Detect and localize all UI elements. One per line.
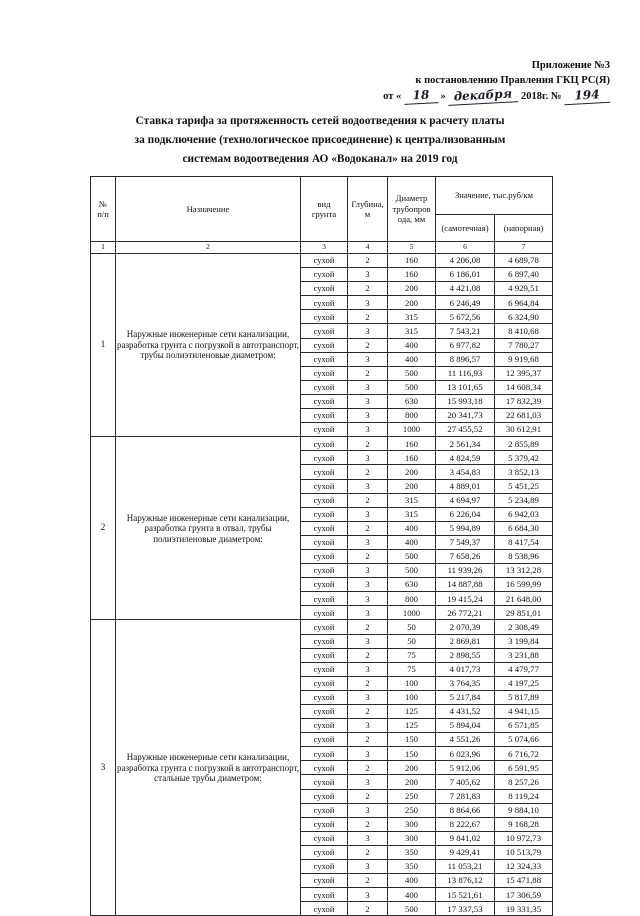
cell-depth: 3: [348, 690, 388, 704]
cell-value-pressure: 13 312,28: [495, 564, 553, 578]
cell-soil-type: сухой: [301, 394, 348, 408]
cell-value-gravity: 17 337,53: [436, 902, 495, 916]
cell-value-pressure: 8 257,26: [495, 775, 553, 789]
handwritten-month: декабря: [448, 86, 519, 106]
cell-depth: 3: [348, 564, 388, 578]
cell-value-pressure: 5 451,25: [495, 479, 553, 493]
cell-soil-type: сухой: [301, 578, 348, 592]
cell-soil-type: сухой: [301, 662, 348, 676]
col-header-pressure: (напорная): [495, 215, 553, 242]
cell-soil-type: сухой: [301, 324, 348, 338]
cell-value-pressure: 6 591,95: [495, 761, 553, 775]
cell-soil-type: сухой: [301, 874, 348, 888]
cell-diameter: 500: [388, 380, 436, 394]
cell-depth: 2: [348, 521, 388, 535]
cell-depth: 2: [348, 254, 388, 268]
cell-soil-type: сухой: [301, 352, 348, 366]
cell-diameter: 350: [388, 860, 436, 874]
tariff-table: [90, 176, 553, 916]
cell-value-gravity: 2 869,81: [436, 634, 495, 648]
cell-value-pressure: 8 119,24: [495, 789, 553, 803]
cell-diameter: 315: [388, 310, 436, 324]
cell-depth: 2: [348, 549, 388, 563]
cell-depth: 3: [348, 634, 388, 648]
cell-value-gravity: 5 217,84: [436, 690, 495, 704]
cell-diameter: 350: [388, 845, 436, 859]
col-header-number: [91, 177, 116, 242]
cell-soil-type: сухой: [301, 733, 348, 747]
cell-depth: 3: [348, 592, 388, 606]
cell-depth: 2: [348, 282, 388, 296]
col-header-diameter: [388, 177, 436, 242]
cell-soil-type: сухой: [301, 592, 348, 606]
date-prefix: от «: [383, 91, 402, 102]
cell-soil-type: сухой: [301, 634, 348, 648]
cell-soil-type: сухой: [301, 296, 348, 310]
document-header: [0, 58, 610, 104]
table-body: [91, 254, 553, 916]
cell-depth: 2: [348, 705, 388, 719]
cell-value-pressure: 19 331,35: [495, 902, 553, 916]
cell-value-pressure: 30 612,91: [495, 423, 553, 437]
cell-depth: 3: [348, 860, 388, 874]
cell-depth: 2: [348, 733, 388, 747]
table-row: [91, 620, 553, 634]
cell-diameter: 400: [388, 521, 436, 535]
table-header-row: [91, 177, 553, 215]
cell-value-pressure: 12 395,37: [495, 366, 553, 380]
cell-diameter: 315: [388, 493, 436, 507]
cell-value-pressure: 14 608,34: [495, 380, 553, 394]
cell-value-gravity: 7 549,37: [436, 535, 495, 549]
cell-value-gravity: 11 116,93: [436, 366, 495, 380]
cell-diameter: 300: [388, 817, 436, 831]
cell-depth: 2: [348, 761, 388, 775]
cell-diameter: 200: [388, 761, 436, 775]
cell-diameter: 200: [388, 775, 436, 789]
cell-value-gravity: 27 455,52: [436, 423, 495, 437]
group-description: Наружные инженерные сети канализации, разработка грунта с погрузкой в автотранспорт, стальные трубы диаметром:: [116, 620, 301, 916]
cell-value-pressure: 4 689,78: [495, 254, 553, 268]
cell-depth: 3: [348, 380, 388, 394]
cell-diameter: 100: [388, 676, 436, 690]
cell-value-gravity: 9 841,02: [436, 831, 495, 845]
cell-value-gravity: 8 222,67: [436, 817, 495, 831]
cell-diameter: 400: [388, 352, 436, 366]
col-header-gravity: (самотечная): [436, 215, 495, 242]
cell-diameter: 200: [388, 282, 436, 296]
cell-soil-type: сухой: [301, 268, 348, 282]
cell-depth: 3: [348, 578, 388, 592]
cell-depth: 3: [348, 662, 388, 676]
cell-soil-type: сухой: [301, 366, 348, 380]
cell-diameter: 500: [388, 549, 436, 563]
cell-value-pressure: 6 964,84: [495, 296, 553, 310]
cell-value-pressure: 6 716,72: [495, 747, 553, 761]
cell-value-gravity: 6 246,49: [436, 296, 495, 310]
cell-depth: 3: [348, 803, 388, 817]
cell-value-gravity: 14 887,88: [436, 578, 495, 592]
cell-diameter: 250: [388, 789, 436, 803]
cell-value-gravity: 4 889,01: [436, 479, 495, 493]
col-index-4: 4: [348, 242, 388, 254]
col-header-purpose: Назначение: [116, 177, 301, 242]
cell-depth: 2: [348, 648, 388, 662]
cell-value-pressure: 15 471,88: [495, 874, 553, 888]
cell-soil-type: сухой: [301, 507, 348, 521]
cell-diameter: 125: [388, 705, 436, 719]
cell-diameter: 630: [388, 394, 436, 408]
cell-value-pressure: 21 648,00: [495, 592, 553, 606]
cell-value-gravity: 4 824,59: [436, 451, 495, 465]
cell-soil-type: сухой: [301, 888, 348, 902]
cell-value-pressure: 5 817,89: [495, 690, 553, 704]
group-description: Наружные инженерные сети канализации, разработка грунта в отвал, трубы полиэтиленовые диаметром:: [116, 437, 301, 620]
cell-value-gravity: 5 912,06: [436, 761, 495, 775]
cell-value-pressure: 6 571,85: [495, 719, 553, 733]
cell-depth: 3: [348, 831, 388, 845]
cell-value-gravity: 19 415,24: [436, 592, 495, 606]
cell-diameter: 160: [388, 437, 436, 451]
cell-depth: 2: [348, 465, 388, 479]
cell-diameter: 1000: [388, 423, 436, 437]
cell-value-gravity: 4 206,08: [436, 254, 495, 268]
cell-value-gravity: 8 896,57: [436, 352, 495, 366]
cell-value-gravity: 6 186,01: [436, 268, 495, 282]
cell-value-pressure: 17 306,59: [495, 888, 553, 902]
handwritten-document-number: 194: [564, 87, 611, 105]
cell-depth: 3: [348, 775, 388, 789]
cell-diameter: 200: [388, 479, 436, 493]
cell-soil-type: сухой: [301, 564, 348, 578]
cell-depth: 3: [348, 888, 388, 902]
cell-value-gravity: 3 764,35: [436, 676, 495, 690]
cell-value-pressure: 3 852,13: [495, 465, 553, 479]
cell-soil-type: сухой: [301, 803, 348, 817]
cell-value-pressure: 29 851,01: [495, 606, 553, 620]
cell-soil-type: сухой: [301, 380, 348, 394]
cell-soil-type: сухой: [301, 465, 348, 479]
cell-depth: 3: [348, 394, 388, 408]
cell-value-gravity: 11 939,26: [436, 564, 495, 578]
cell-value-gravity: 2 898,55: [436, 648, 495, 662]
cell-depth: 3: [348, 296, 388, 310]
cell-soil-type: сухой: [301, 705, 348, 719]
cell-value-gravity: 7 281,83: [436, 789, 495, 803]
cell-diameter: 400: [388, 535, 436, 549]
cell-diameter: 125: [388, 719, 436, 733]
cell-value-gravity: 5 672,56: [436, 310, 495, 324]
cell-soil-type: сухой: [301, 310, 348, 324]
cell-diameter: 500: [388, 902, 436, 916]
cell-diameter: 500: [388, 366, 436, 380]
cell-value-pressure: 17 832,39: [495, 394, 553, 408]
cell-depth: 3: [348, 409, 388, 423]
cell-depth: 2: [348, 310, 388, 324]
cell-value-gravity: 4 017,73: [436, 662, 495, 676]
cell-value-gravity: 26 772,21: [436, 606, 495, 620]
cell-value-gravity: 6 023,96: [436, 747, 495, 761]
cell-value-pressure: 22 681,03: [495, 409, 553, 423]
cell-diameter: 75: [388, 648, 436, 662]
group-description: Наружные инженерные сети канализации, разработка грунта с погрузкой в автотранспорт, трубы полиэтиленовые диаметром:: [116, 254, 301, 437]
cell-value-gravity: 4 551,26: [436, 733, 495, 747]
cell-value-gravity: 4 694,97: [436, 493, 495, 507]
table-head: [91, 177, 553, 254]
cell-value-gravity: 15 521,61: [436, 888, 495, 902]
cell-value-pressure: 10 513,79: [495, 845, 553, 859]
date-quote-close: »: [440, 91, 446, 102]
cell-value-pressure: 9 919,68: [495, 352, 553, 366]
cell-value-gravity: 3 454,83: [436, 465, 495, 479]
col-header-diameter-l2: трубопров: [392, 203, 431, 214]
cell-diameter: 160: [388, 254, 436, 268]
cell-value-pressure: 4 941,15: [495, 705, 553, 719]
cell-diameter: 400: [388, 874, 436, 888]
cell-value-gravity: 7 543,21: [436, 324, 495, 338]
cell-value-pressure: 9 884,10: [495, 803, 553, 817]
cell-value-gravity: 6 226,04: [436, 507, 495, 521]
cell-diameter: 1000: [388, 606, 436, 620]
col-index-5: 5: [388, 242, 436, 254]
col-header-depth: [348, 177, 388, 242]
col-index-1: 1: [91, 242, 116, 254]
approval-reference: к постановлению Правления ГКЦ РС(Я): [415, 75, 610, 86]
cell-diameter: 160: [388, 451, 436, 465]
cell-soil-type: сухой: [301, 338, 348, 352]
table-column-index-row: [91, 242, 553, 254]
cell-diameter: 315: [388, 324, 436, 338]
cell-value-gravity: 8 864,66: [436, 803, 495, 817]
cell-soil-type: сухой: [301, 437, 348, 451]
cell-value-gravity: 5 894,04: [436, 719, 495, 733]
cell-soil-type: сухой: [301, 761, 348, 775]
cell-diameter: 400: [388, 888, 436, 902]
col-header-soil-l1: вид: [317, 198, 331, 209]
cell-value-gravity: 9 429,41: [436, 845, 495, 859]
cell-value-pressure: 7 780,27: [495, 338, 553, 352]
cell-soil-type: сухой: [301, 676, 348, 690]
cell-value-pressure: 4 929,51: [495, 282, 553, 296]
cell-depth: 2: [348, 676, 388, 690]
cell-soil-type: сухой: [301, 451, 348, 465]
cell-value-pressure: 8 538,96: [495, 549, 553, 563]
cell-value-pressure: 8 410,68: [495, 324, 553, 338]
cell-value-pressure: 4 197,25: [495, 676, 553, 690]
cell-diameter: 75: [388, 662, 436, 676]
cell-depth: 2: [348, 845, 388, 859]
appendix-number: Приложение №3: [531, 60, 610, 71]
cell-soil-type: сухой: [301, 479, 348, 493]
title-line-1: Ставка тарифа за протяженность сетей водоотведения к расчету платы: [135, 115, 505, 127]
cell-soil-type: сухой: [301, 423, 348, 437]
group-number: 1: [91, 254, 116, 437]
col-index-7: 7: [495, 242, 553, 254]
col-index-3: 3: [301, 242, 348, 254]
cell-diameter: 200: [388, 296, 436, 310]
cell-diameter: 150: [388, 733, 436, 747]
cell-value-gravity: 11 053,21: [436, 860, 495, 874]
cell-value-pressure: 9 168,28: [495, 817, 553, 831]
cell-soil-type: сухой: [301, 747, 348, 761]
cell-value-gravity: 13 876,12: [436, 874, 495, 888]
cell-depth: 3: [348, 747, 388, 761]
col-header-number-l1: №: [98, 198, 108, 209]
cell-soil-type: сухой: [301, 254, 348, 268]
cell-soil-type: сухой: [301, 902, 348, 916]
cell-diameter: 50: [388, 620, 436, 634]
cell-soil-type: сухой: [301, 535, 348, 549]
approval-date-line: [0, 88, 610, 104]
cell-soil-type: сухой: [301, 817, 348, 831]
cell-value-pressure: 12 324,33: [495, 860, 553, 874]
cell-depth: 3: [348, 268, 388, 282]
cell-value-pressure: 5 379,42: [495, 451, 553, 465]
col-header-soil: [301, 177, 348, 242]
cell-value-gravity: 4 421,08: [436, 282, 495, 296]
col-header-depth-l1: Глубина,: [351, 198, 384, 209]
cell-depth: 2: [348, 817, 388, 831]
cell-value-gravity: 2 070,39: [436, 620, 495, 634]
table-row: [91, 437, 553, 451]
cell-soil-type: сухой: [301, 521, 348, 535]
title-line-3: системам водоотведения АО «Водоканал» на 2019 год: [182, 153, 458, 165]
cell-depth: 2: [348, 493, 388, 507]
col-header-soil-l2: грунта: [311, 209, 337, 219]
group-number: 2: [91, 437, 116, 620]
cell-value-pressure: 2 855,89: [495, 437, 553, 451]
cell-diameter: 630: [388, 578, 436, 592]
cell-depth: 2: [348, 437, 388, 451]
cell-soil-type: сухой: [301, 789, 348, 803]
cell-diameter: 150: [388, 747, 436, 761]
cell-soil-type: сухой: [301, 493, 348, 507]
col-header-value-group: Значение, тыс.руб/км: [436, 177, 553, 215]
page-title: [55, 112, 585, 169]
cell-soil-type: сухой: [301, 719, 348, 733]
cell-diameter: 100: [388, 690, 436, 704]
cell-depth: 3: [348, 451, 388, 465]
col-header-number-l2: п/п: [97, 209, 109, 219]
cell-value-pressure: 16 599,99: [495, 578, 553, 592]
tariff-table-wrapper: [90, 176, 552, 916]
title-line-2: за подключение (технологическое присоединение) к централизованным: [134, 134, 506, 146]
cell-value-gravity: 7 658,26: [436, 549, 495, 563]
cell-diameter: 315: [388, 507, 436, 521]
cell-value-gravity: 13 101,65: [436, 380, 495, 394]
cell-depth: 3: [348, 535, 388, 549]
col-header-depth-l2: м: [364, 209, 371, 219]
cell-value-pressure: 6 897,40: [495, 268, 553, 282]
cell-value-gravity: 15 993,18: [436, 394, 495, 408]
cell-diameter: 250: [388, 803, 436, 817]
cell-value-pressure: 4 479,77: [495, 662, 553, 676]
cell-depth: 3: [348, 423, 388, 437]
cell-value-pressure: 5 234,89: [495, 493, 553, 507]
cell-depth: 3: [348, 507, 388, 521]
cell-value-pressure: 8 417,54: [495, 535, 553, 549]
cell-depth: 3: [348, 719, 388, 733]
col-header-diameter-l1: Диаметр: [395, 193, 428, 204]
cell-depth: 2: [348, 902, 388, 916]
handwritten-day: 18: [403, 87, 438, 105]
cell-value-pressure: 3 199,84: [495, 634, 553, 648]
cell-diameter: 800: [388, 409, 436, 423]
cell-value-gravity: 2 561,34: [436, 437, 495, 451]
cell-soil-type: сухой: [301, 845, 348, 859]
cell-diameter: 200: [388, 465, 436, 479]
cell-value-gravity: 7 405,62: [436, 775, 495, 789]
cell-depth: 2: [348, 874, 388, 888]
cell-soil-type: сухой: [301, 606, 348, 620]
cell-soil-type: сухой: [301, 620, 348, 634]
cell-diameter: 400: [388, 338, 436, 352]
cell-soil-type: сухой: [301, 282, 348, 296]
cell-value-pressure: 3 231,88: [495, 648, 553, 662]
cell-depth: 2: [348, 338, 388, 352]
col-header-diameter-l3: ода, мм: [397, 214, 426, 225]
cell-value-gravity: 20 341,73: [436, 409, 495, 423]
cell-soil-type: сухой: [301, 860, 348, 874]
col-index-6: 6: [436, 242, 495, 254]
date-year-label: 2018г. №: [520, 91, 562, 102]
cell-depth: 3: [348, 324, 388, 338]
cell-depth: 3: [348, 479, 388, 493]
cell-value-gravity: 5 994,89: [436, 521, 495, 535]
cell-soil-type: сухой: [301, 648, 348, 662]
cell-diameter: 800: [388, 592, 436, 606]
cell-depth: 2: [348, 789, 388, 803]
cell-value-pressure: 6 324,90: [495, 310, 553, 324]
cell-depth: 2: [348, 620, 388, 634]
cell-diameter: 50: [388, 634, 436, 648]
cell-diameter: 500: [388, 564, 436, 578]
cell-depth: 3: [348, 352, 388, 366]
cell-soil-type: сухой: [301, 831, 348, 845]
col-index-2: 2: [116, 242, 301, 254]
cell-soil-type: сухой: [301, 690, 348, 704]
group-number: 3: [91, 620, 116, 916]
table-row: [91, 254, 553, 268]
cell-value-pressure: 6 684,30: [495, 521, 553, 535]
cell-value-gravity: 6 977,82: [436, 338, 495, 352]
cell-value-pressure: 5 074,66: [495, 733, 553, 747]
cell-value-pressure: 6 942,03: [495, 507, 553, 521]
cell-diameter: 160: [388, 268, 436, 282]
cell-soil-type: сухой: [301, 549, 348, 563]
cell-value-pressure: 10 972,73: [495, 831, 553, 845]
cell-depth: 2: [348, 366, 388, 380]
cell-diameter: 300: [388, 831, 436, 845]
cell-value-pressure: 2 308,49: [495, 620, 553, 634]
cell-value-gravity: 4 431,52: [436, 705, 495, 719]
cell-soil-type: сухой: [301, 409, 348, 423]
cell-depth: 3: [348, 606, 388, 620]
cell-soil-type: сухой: [301, 775, 348, 789]
